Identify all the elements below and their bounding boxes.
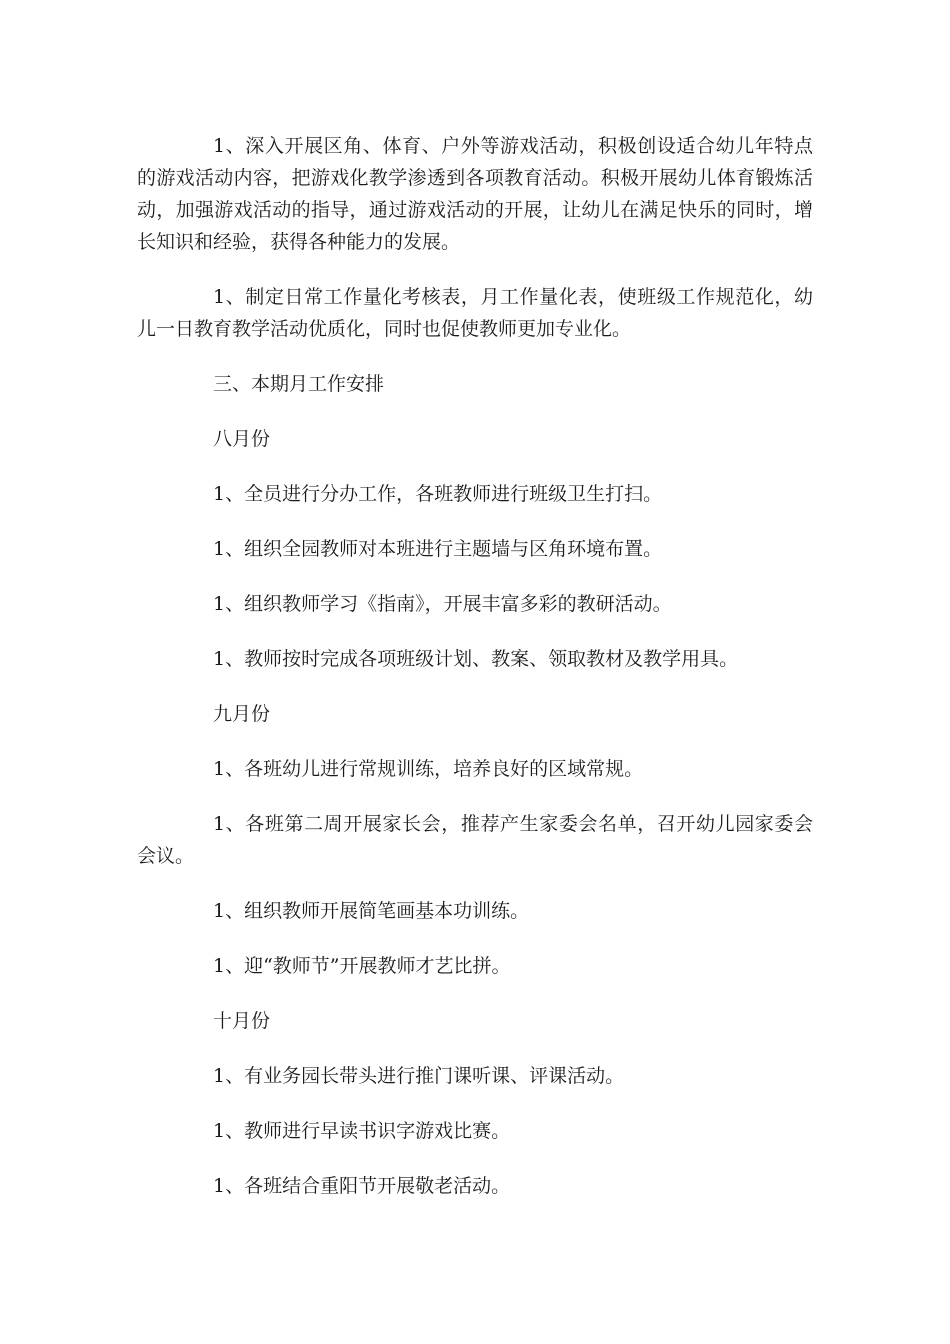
list-item: 1、全员进行分办工作，各班教师进行班级卫生打扫。 bbox=[213, 483, 663, 505]
list-item: 1、各班结合重阳节开展敬老活动。 bbox=[213, 1175, 511, 1197]
month-heading-august: 八月份 bbox=[213, 428, 271, 450]
list-item: 1、各班第二周开展家长会，推荐产生家委会名单，召开幼儿园家委会会议。 bbox=[137, 813, 813, 867]
list-item: 1、迎“教师节”开展教师才艺比拼。 bbox=[213, 955, 511, 977]
month-heading-september: 九月份 bbox=[213, 703, 271, 725]
list-item: 1、组织教师开展简笔画基本功训练。 bbox=[213, 900, 530, 922]
paragraph-game-activities: 1、深入开展区角、体育、户外等游戏活动，积极创设适合幼儿年特点的游戏活动内容，把游戏化教学渗透到各项教育活动。积极开展幼儿体育锻炼活动，加强游戏活动的指导，通过游戏活动的开展，让幼儿在满足快乐的同时，增长知识和经验，获得各种能力的发展。 bbox=[137, 135, 813, 253]
paragraph-work-assessment: 1、制定日常工作量化考核表，月工作量化表，使班级工作规范化，幼儿一日教育教学活动优质化，同时也促使教师更加专业化。 bbox=[137, 286, 813, 340]
list-item: 1、教师按时完成各项班级计划、教案、领取教材及教学用具。 bbox=[213, 648, 739, 670]
month-heading-october: 十月份 bbox=[213, 1010, 271, 1032]
list-item: 1、教师进行早读书识字游戏比赛。 bbox=[213, 1120, 511, 1142]
section-heading-monthly-plan: 三、本期月工作安排 bbox=[213, 373, 385, 395]
list-item: 1、组织教师学习《指南》，开展丰富多彩的教研活动。 bbox=[213, 593, 672, 615]
list-item: 1、组织全园教师对本班进行主题墙与区角环境布置。 bbox=[213, 538, 663, 560]
list-item: 1、各班幼儿进行常规训练，培养良好的区域常规。 bbox=[213, 758, 644, 780]
document-body bbox=[137, 130, 813, 1225]
list-item: 1、有业务园长带头进行推门课听课、评课活动。 bbox=[213, 1065, 625, 1087]
